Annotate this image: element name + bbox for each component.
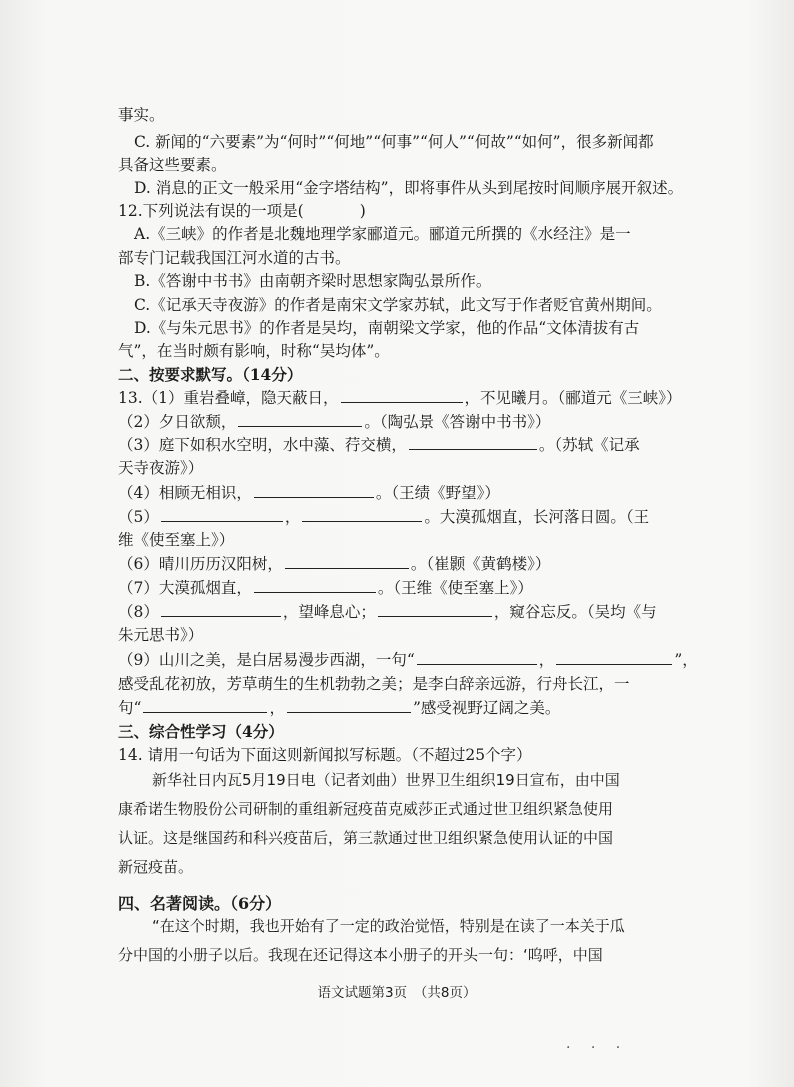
- page-footer: 语文试题第3页 （共8页）: [317, 985, 477, 1001]
- q13-item-4: [118, 482, 678, 504]
- option-a: A.《三峡》的作者是北魏地理学家郦道元。郦道元所撰的《水经注》是一: [134, 225, 631, 243]
- answer-blank[interactable]: [161, 601, 281, 617]
- option-d: D.《与朱元思书》的作者是吴均，南朝梁文学家，他的作品“文体清拔有古: [134, 319, 640, 337]
- q13-item-5: [118, 506, 678, 528]
- q13-item-8-cont: 朱元思书》）: [118, 626, 204, 644]
- q13-item-9: [118, 649, 698, 671]
- q13-item-1: [118, 387, 682, 409]
- q13-9-end: ”感受视野辽阔之美。: [412, 699, 561, 717]
- q13-1-text: 13.（1）重岩叠嶂，隐天蔽日，: [118, 389, 339, 407]
- news-line: 康希诺生物股份公司研制的重组新冠疫苗克威莎正式通过世卫组织紧急使用: [118, 800, 614, 818]
- answer-blank[interactable]: [238, 411, 362, 427]
- q13-2-text: （2）夕日欲颓，: [118, 413, 237, 431]
- question-12: [118, 200, 678, 222]
- q13-2-source: 。（陶弘景《答谢中书书》）: [364, 413, 551, 431]
- q13-item-5-cont: 维《使至塞上》）: [118, 531, 235, 549]
- q13-5-text: 。大漠孤烟直，长河落日圆。（王: [424, 508, 650, 526]
- option-c: C. 新闻的“六要素”为“何时”“何地”“何事”“何人”“何故”“如何”，很多新闻都: [134, 133, 654, 151]
- news-line: 认证。这是继国药和科兴疫苗后，第三款通过世卫组织紧急使用认证的中国: [118, 829, 614, 847]
- q13-item-7: [118, 577, 678, 599]
- q13-3-text: （3）庭下如积水空明，水中藻、荇交横，: [118, 436, 407, 454]
- answer-blank[interactable]: [556, 649, 672, 665]
- q13-item-3: [118, 434, 678, 456]
- answer-blank[interactable]: [302, 506, 422, 522]
- q13-7-source: 。（王维《使至塞上》）: [377, 579, 533, 597]
- section-4-heading: 四、名著阅读。（6分）: [118, 894, 282, 913]
- news-line: 新华社日内瓦5月19日电（记者刘曲）世界卫生组织19日宣布，由中国: [152, 771, 620, 789]
- section-3-heading: 三、综合性学习（4分）: [118, 722, 284, 741]
- option-b: B.《答谢中书书》由南朝齐梁时思想家陶弘景所作。: [134, 272, 492, 290]
- q13-6-source: 。（崔颢《黄鹤楼》）: [410, 555, 551, 573]
- text-line: 事实。: [118, 106, 165, 124]
- comma: ，: [284, 508, 301, 526]
- option-d-cont: 气”，在当时颇有影响，时称“吴均体”。: [118, 342, 390, 360]
- answer-blank[interactable]: [143, 697, 267, 713]
- q13-item-6: [118, 553, 678, 575]
- answer-blank[interactable]: [378, 601, 492, 617]
- q13-5-num: （5）: [118, 508, 159, 526]
- q13-item-9-cont: 感受乱花初放，芳草萌生的生机勃勃之美；是李白辞亲远游，行舟长江，一: [118, 675, 630, 693]
- option-c: C.《记承天寺夜游》的作者是南宋文学家苏轼，此文写于作者贬官黄州期间。: [134, 296, 662, 314]
- q13-7-text: （7）大漠孤烟直，: [118, 579, 252, 597]
- q13-4-source: 。（王绩《野望》）: [375, 484, 500, 502]
- answer-blank[interactable]: [341, 387, 463, 403]
- answer-blank[interactable]: [417, 649, 537, 665]
- q13-item-9-cont2: [118, 697, 678, 719]
- q13-8-num: （8）: [118, 603, 159, 621]
- quote-open: 句“: [118, 699, 142, 717]
- q13-item-2: [118, 411, 678, 433]
- q13-6-text: （6）晴川历历汉阳树，: [118, 555, 283, 573]
- answer-blank[interactable]: [409, 434, 537, 450]
- q13-3-source: 。（苏轼《记承: [538, 436, 640, 454]
- text-line: 具备这些要素。: [118, 156, 227, 174]
- comma: ，: [269, 699, 285, 717]
- q13-8-source: ，窥谷忘反。（吴均《与: [493, 603, 657, 621]
- comma: ，: [538, 651, 555, 669]
- reading-line: “在这个时期，我也开始有了一定的政治觉悟，特别是在读了一本关于瓜: [152, 917, 625, 935]
- q13-1-source: ，不见曦月。（郦道元《三峡》）: [464, 389, 682, 407]
- option-a-cont: 部专门记载我国江河水道的古书。: [118, 249, 351, 267]
- q13-4-text: （4）相顾无相识，: [118, 484, 252, 502]
- q13-item-3-cont: 天寺夜游》）: [118, 459, 204, 477]
- news-line: 新冠疫苗。: [118, 858, 194, 876]
- section-2-heading: 二、按要求默写。（14分）: [118, 365, 303, 384]
- quote-close: ”，: [674, 651, 698, 669]
- answer-blank[interactable]: [287, 697, 411, 713]
- q13-9-text: （9）山川之美，是白居易漫步西湖，一句“: [118, 651, 415, 669]
- option-d: D. 消息的正文一般采用“金字塔结构”，即将事件从头到尾按时间顺序展开叙述。: [134, 179, 684, 197]
- answer-blank[interactable]: [254, 482, 374, 498]
- paren-close: ): [359, 202, 366, 220]
- question-12-stem: 12.下列说法有误的一项是(: [118, 202, 304, 220]
- q13-item-8: [118, 601, 678, 623]
- question-14: 14. 请用一句话为下面这则新闻拟写标题。（不超过25个字）: [118, 746, 532, 764]
- answer-blank[interactable]: [285, 553, 409, 569]
- q13-8-text: ，望峰息心；: [282, 603, 376, 621]
- reading-line: 分中国的小册子以后。我现在还记得这本小册子的开头一句：‘呜呼，中国: [118, 946, 603, 964]
- answer-blank[interactable]: [254, 577, 376, 593]
- scan-dots: · · ·: [566, 1040, 629, 1056]
- answer-blank[interactable]: [161, 506, 283, 522]
